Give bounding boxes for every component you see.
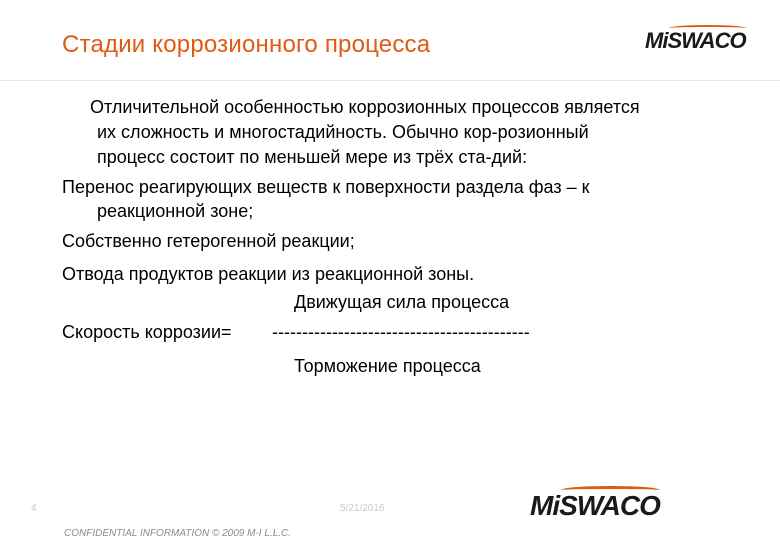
confidential-notice: CONFIDENTIAL INFORMATION © 2009 M-I L.L.C. bbox=[64, 528, 292, 539]
intro-line-1: Отличительной особенностью коррозионных процессов является bbox=[90, 97, 640, 117]
slide-title: Стадии коррозионного процесса bbox=[62, 31, 431, 58]
stage-1-line-1: Перенос реагирующих веществ к поверхности раздела фаз – к bbox=[62, 177, 590, 197]
stage-3: Отвода продуктов реакции из реакционной зоны. bbox=[62, 264, 475, 284]
logo-arc-icon bbox=[561, 486, 660, 494]
logo-swaco-label: SWACO bbox=[667, 28, 746, 53]
logo-mi-text: Mi bbox=[645, 28, 668, 53]
intro-line-2: их сложность и многостадийность. Обычно кор-розионный bbox=[97, 122, 589, 142]
logo-mi-text: Mi bbox=[530, 490, 560, 521]
formula-fraction-bar: ------------------------------------------- bbox=[272, 322, 530, 342]
logo-swaco-text bbox=[559, 490, 660, 522]
formula-denominator: Торможение процесса bbox=[294, 356, 481, 376]
logo-arc-icon bbox=[669, 25, 745, 31]
footer-date: 5/21/2016 bbox=[340, 503, 385, 514]
header-divider bbox=[0, 80, 780, 81]
formula-numerator: Движущая сила процесса bbox=[294, 292, 510, 312]
formula-lhs: Скорость коррозии= bbox=[62, 322, 232, 342]
miswaco-logo-top bbox=[645, 28, 746, 54]
miswaco-logo-bottom bbox=[530, 490, 660, 522]
page-number: 4 bbox=[31, 503, 37, 514]
logo-swaco-label: SWACO bbox=[559, 490, 660, 521]
stage-2: Собственно гетерогенной реакции; bbox=[62, 231, 355, 251]
logo-swaco-text bbox=[667, 28, 745, 54]
stage-1-line-2: реакционной зоне; bbox=[97, 201, 254, 221]
intro-line-3: процесс состоит по меньшей мере из трёх ста-дий: bbox=[97, 147, 528, 167]
